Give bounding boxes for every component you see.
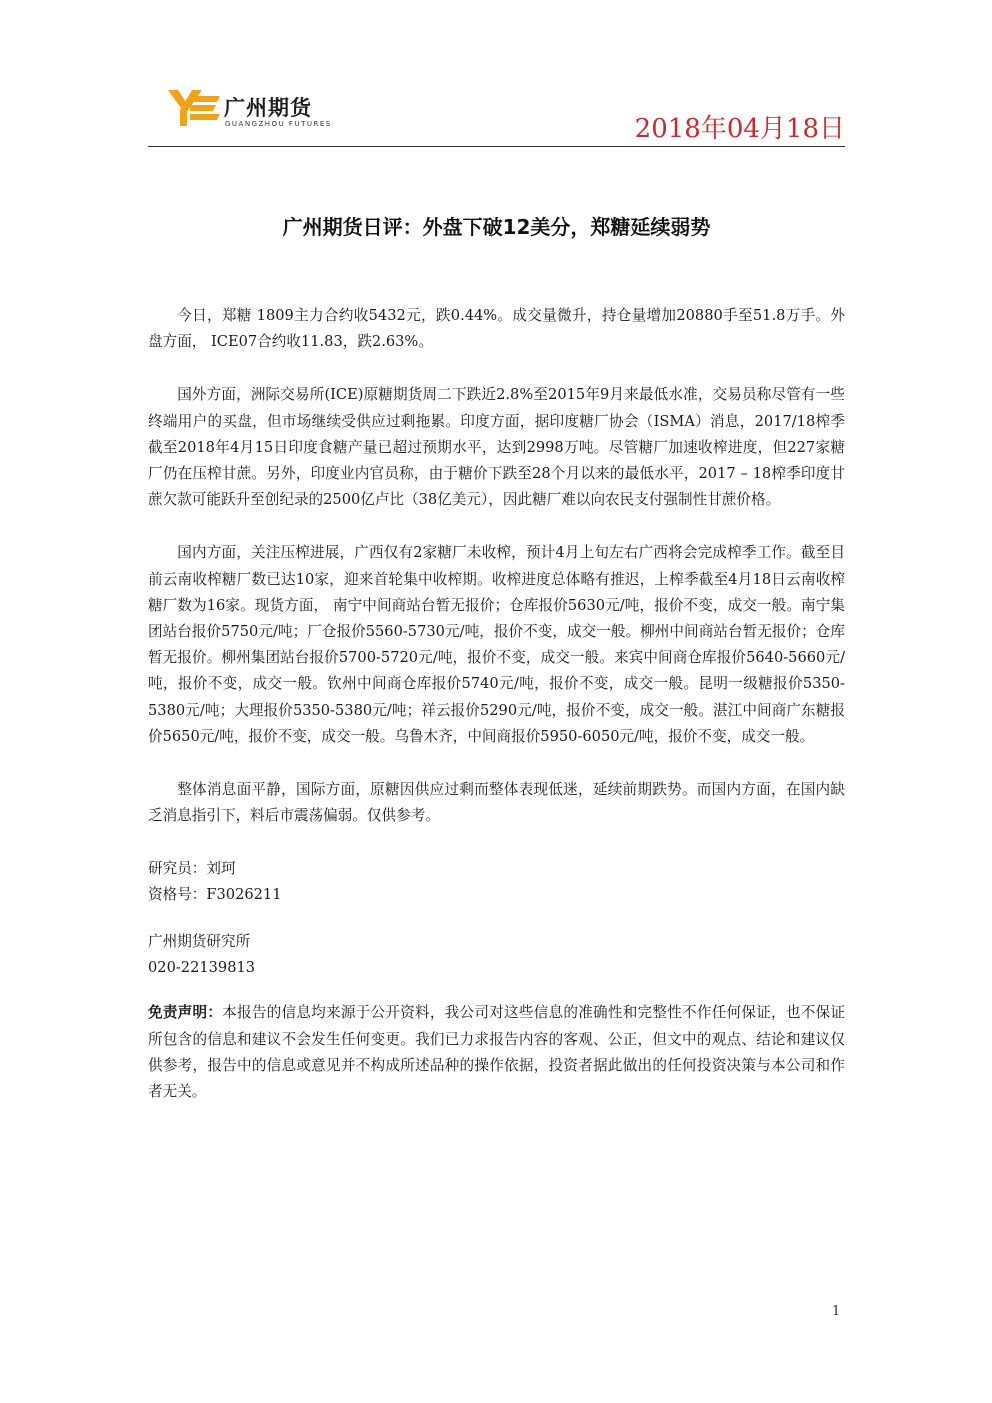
researcher-name: 研究员：刘珂 bbox=[148, 860, 236, 878]
paragraph-domestic: 国内方面，关注压榨进展，广西仅有2家糖厂未收榨，预计4月上旬左右广西将会完成榨季工作。截至目前云南收榨糖厂数已达10家，迎来首轮集中收榨期。收榨进度总体略有推迟，上榨季截至4月18日云南收榨糖厂数为16家。现货方面， 南宁中间商站台暂无报价；仓库报价5630元/吨，报价不变，成交一般。南宁集团站台报价5750元/吨；厂仓报价5560-5730元/吨，报价不变，成交一般。柳州中间商站台暂无报价；仓库暂无报价。柳州集团站台报价5700-5720元/吨，报价不变，成交一般。来宾中间商仓库报价5640-5660元/吨，报价不变，成交一般。钦州中间商仓库报价5740元/吨，报价不变，成交一般。昆明一级糖报价5350-5380元/吨；大理报价5350-5380元/吨；祥云报价5290元/吨，报价不变，成交一般。湛江中间商广东糖报价5650元/吨，报价不变，成交一般。乌鲁木齐，中间商报价5950-6050元/吨，报价不变，成交一般。 bbox=[148, 544, 845, 745]
company-logo bbox=[168, 88, 368, 134]
institute-phone: 020-22139813 bbox=[148, 959, 256, 977]
paragraph-outlook: 整体消息面平静，国际方面，原糖因供应过剩而整体表现低迷，延续前期跌势。而国内方面，在国内缺乏消息指引下，料后市震荡偏弱。仅供参考。 bbox=[148, 781, 845, 825]
page-header bbox=[148, 82, 845, 148]
disclaimer-text: 本报告的信息均来源于公开资料，我公司对这些信息的准确性和完整性不作任何保证，也不保证所包含的信息和建议不会发生任何变更。我们已力求报告内容的客观、公正，但文中的观点、结论和建议仅供参考，报告中的信息或意见并不构成所述品种的操作依据，投资者据此做出的任何投资决策与本公司和作者无关。 bbox=[148, 1004, 845, 1101]
logo-mark-icon bbox=[168, 88, 220, 128]
header-divider bbox=[148, 146, 845, 147]
researcher-info bbox=[148, 856, 845, 908]
logo-chinese-name: 广州期货 bbox=[224, 96, 312, 120]
paragraph-international: 国外方面，洲际交易所(ICE)原糖期货周二下跌近2.8%至2015年9月来最低水准，交易员称尽管有一些终端用户的买盘，但市场继续受供应过剩拖累。印度方面，据印度糖厂协会（ISMA）消息，2017/18榨季截至2018年4月15日印度食糖产量已超过预期水平，达到2998万吨。尽管糖厂加速收榨进度，但227家糖厂仍在压榨甘蔗。另外，印度业内官员称，由于糖价下跌至28个月以来的最低水平，2017 – 18榨季印度甘蔗欠款可能跃升至创纪录的2500亿卢比（38亿美元），因此糖厂难以向农民支付强制性甘蔗价格。 bbox=[148, 386, 845, 509]
page-number: 1 bbox=[832, 1304, 841, 1319]
institute-info bbox=[148, 929, 845, 981]
researcher-license: 资格号：F3026211 bbox=[148, 886, 282, 904]
disclaimer bbox=[148, 1000, 845, 1105]
disclaimer-label: 免责声明： bbox=[148, 1004, 223, 1022]
paragraph-summary: 今日，郑糖 1809主力合约收5432元，跌0.44%。成交量微升，持仓量增加20880手至51.8万手。外盘方面， ICE07合约收11.83，跌2.63%。 bbox=[148, 307, 845, 351]
institute-name: 广州期货研究所 bbox=[148, 933, 251, 951]
report-title: 广州期货日评：外盘下破12美分，郑糖延续弱势 bbox=[282, 215, 711, 239]
report-date: 2018年04月18日 bbox=[634, 114, 845, 144]
logo-english-name: GUANGZHOU FUTURES bbox=[225, 120, 332, 128]
report-body bbox=[148, 303, 845, 1105]
